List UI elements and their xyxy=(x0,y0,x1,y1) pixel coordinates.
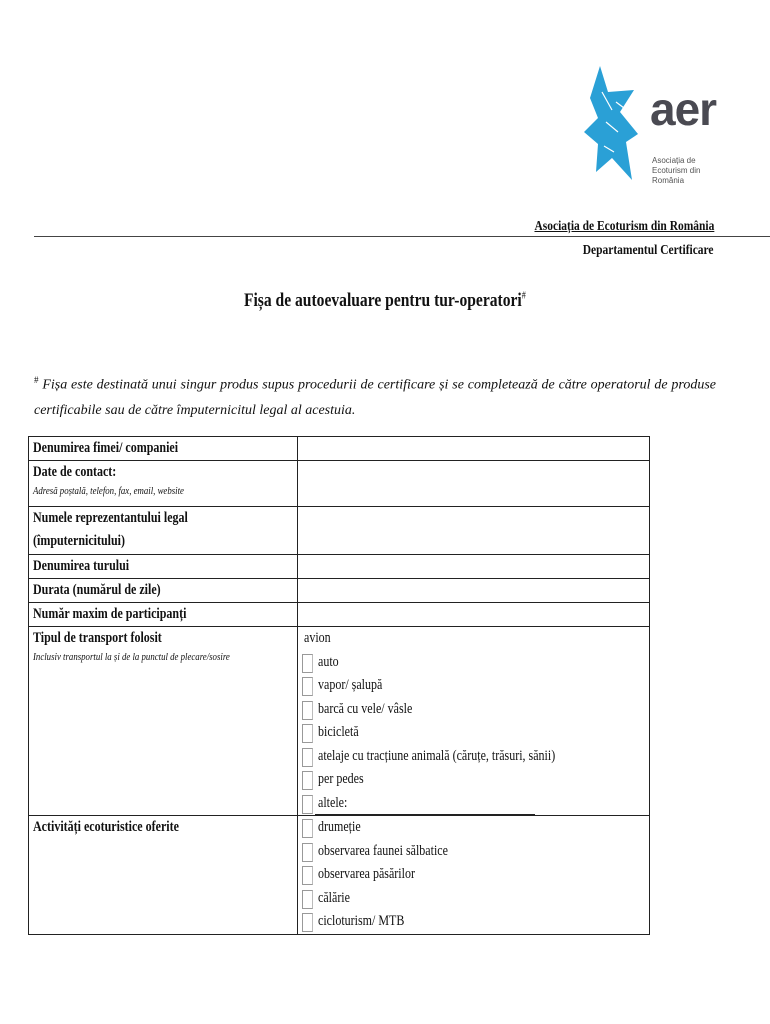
checkbox[interactable] xyxy=(302,913,313,932)
option-barca[interactable]: barcă cu vele/ vâsle xyxy=(302,698,645,722)
checkbox[interactable] xyxy=(302,701,313,720)
label-cell xyxy=(29,816,298,935)
option-altele[interactable]: altele: xyxy=(302,792,645,816)
table-row xyxy=(29,579,650,603)
label-cell xyxy=(29,437,298,461)
table-row xyxy=(29,437,650,461)
logo-word: aer xyxy=(650,83,717,135)
activity-options xyxy=(298,816,650,935)
checkbox[interactable] xyxy=(302,819,313,838)
label-cell xyxy=(29,603,298,627)
option-drumetie[interactable]: drumeție xyxy=(302,816,645,840)
aer-logo xyxy=(582,62,732,187)
activities-label: Activități ecoturistice oferite xyxy=(33,819,179,835)
checkbox[interactable] xyxy=(302,866,313,885)
option-auto[interactable]: auto xyxy=(302,651,645,675)
checkbox[interactable] xyxy=(302,795,313,814)
transport-options xyxy=(298,627,650,816)
contact-label: Date de contact: xyxy=(33,464,117,480)
table-row xyxy=(29,555,650,579)
max-participants-label: Număr maxim de participanți xyxy=(33,606,187,622)
duration-label: Durata (numărul de zile) xyxy=(33,582,161,598)
footnote xyxy=(34,368,716,423)
footnote-mark: # xyxy=(34,375,39,385)
department-name: Departamentul Certificare xyxy=(583,243,714,258)
title-footnote-mark: # xyxy=(521,290,526,302)
table-row xyxy=(29,507,650,555)
page-title xyxy=(0,290,770,312)
max-participants-field[interactable] xyxy=(298,603,650,627)
checkbox[interactable] xyxy=(302,654,313,673)
checkbox[interactable] xyxy=(302,748,313,767)
checkbox[interactable] xyxy=(302,843,313,862)
company-name-label: Denumirea fimei/ companiei xyxy=(33,440,179,456)
title-text: Fișa de autoevaluare pentru tur-operatori xyxy=(244,290,522,311)
checkbox[interactable] xyxy=(302,677,313,696)
option-avion[interactable]: avion xyxy=(304,630,331,646)
label-cell xyxy=(29,579,298,603)
altele-blank-field[interactable] xyxy=(315,800,535,815)
option-atelaje[interactable]: atelaje cu tracțiune animală (căruțe, trăsuri, sănii) xyxy=(302,745,645,769)
organization-name: Asociația de Ecoturism din România xyxy=(534,219,714,234)
label-cell xyxy=(29,627,298,816)
table-row xyxy=(29,627,650,816)
checkbox[interactable] xyxy=(302,890,313,909)
star-logo-icon xyxy=(582,62,652,182)
contact-field[interactable] xyxy=(298,461,650,507)
option-cicloturism[interactable]: cicloturism/ MTB xyxy=(302,910,645,934)
option-per-pedes[interactable]: per pedes xyxy=(302,768,645,792)
table-row xyxy=(29,603,650,627)
table-row xyxy=(29,461,650,507)
logo-subtitle: Asociația de Ecoturism din România xyxy=(652,156,701,185)
company-name-field[interactable] xyxy=(298,437,650,461)
label-cell xyxy=(29,555,298,579)
transport-sublabel: Inclusiv transportul la și de la punctul de plecare/sosire xyxy=(33,651,230,663)
option-fauna[interactable]: observarea faunei sălbatice xyxy=(302,840,645,864)
legal-rep-field[interactable] xyxy=(298,507,650,555)
label-cell xyxy=(29,461,298,507)
contact-sublabel: Adresă poștală, telefon, fax, email, website xyxy=(33,485,184,497)
transport-label: Tipul de transport folosit xyxy=(33,630,162,646)
duration-field[interactable] xyxy=(298,579,650,603)
option-bicicleta[interactable]: bicicletă xyxy=(302,721,645,745)
table-row xyxy=(29,816,650,935)
tour-name-label: Denumirea turului xyxy=(33,558,130,574)
checkbox[interactable] xyxy=(302,724,313,743)
form-table xyxy=(28,436,650,935)
tour-name-field[interactable] xyxy=(298,555,650,579)
option-pasari[interactable]: observarea păsărilor xyxy=(302,863,645,887)
option-vapor[interactable]: vapor/ șalupă xyxy=(302,674,645,698)
legal-rep-label: Numele reprezentantului legal (împuternicitului) xyxy=(33,510,188,549)
footnote-text: Fișa este destinată unui singur produs supus procedurii de certificare și se completează de către operatorul de produse certificabile sau de către împuternicitul legal al acestuia. xyxy=(34,377,716,418)
label-cell xyxy=(29,507,298,555)
checkbox[interactable] xyxy=(302,771,313,790)
option-calarie[interactable]: călărie xyxy=(302,887,645,911)
header-divider xyxy=(34,236,770,237)
